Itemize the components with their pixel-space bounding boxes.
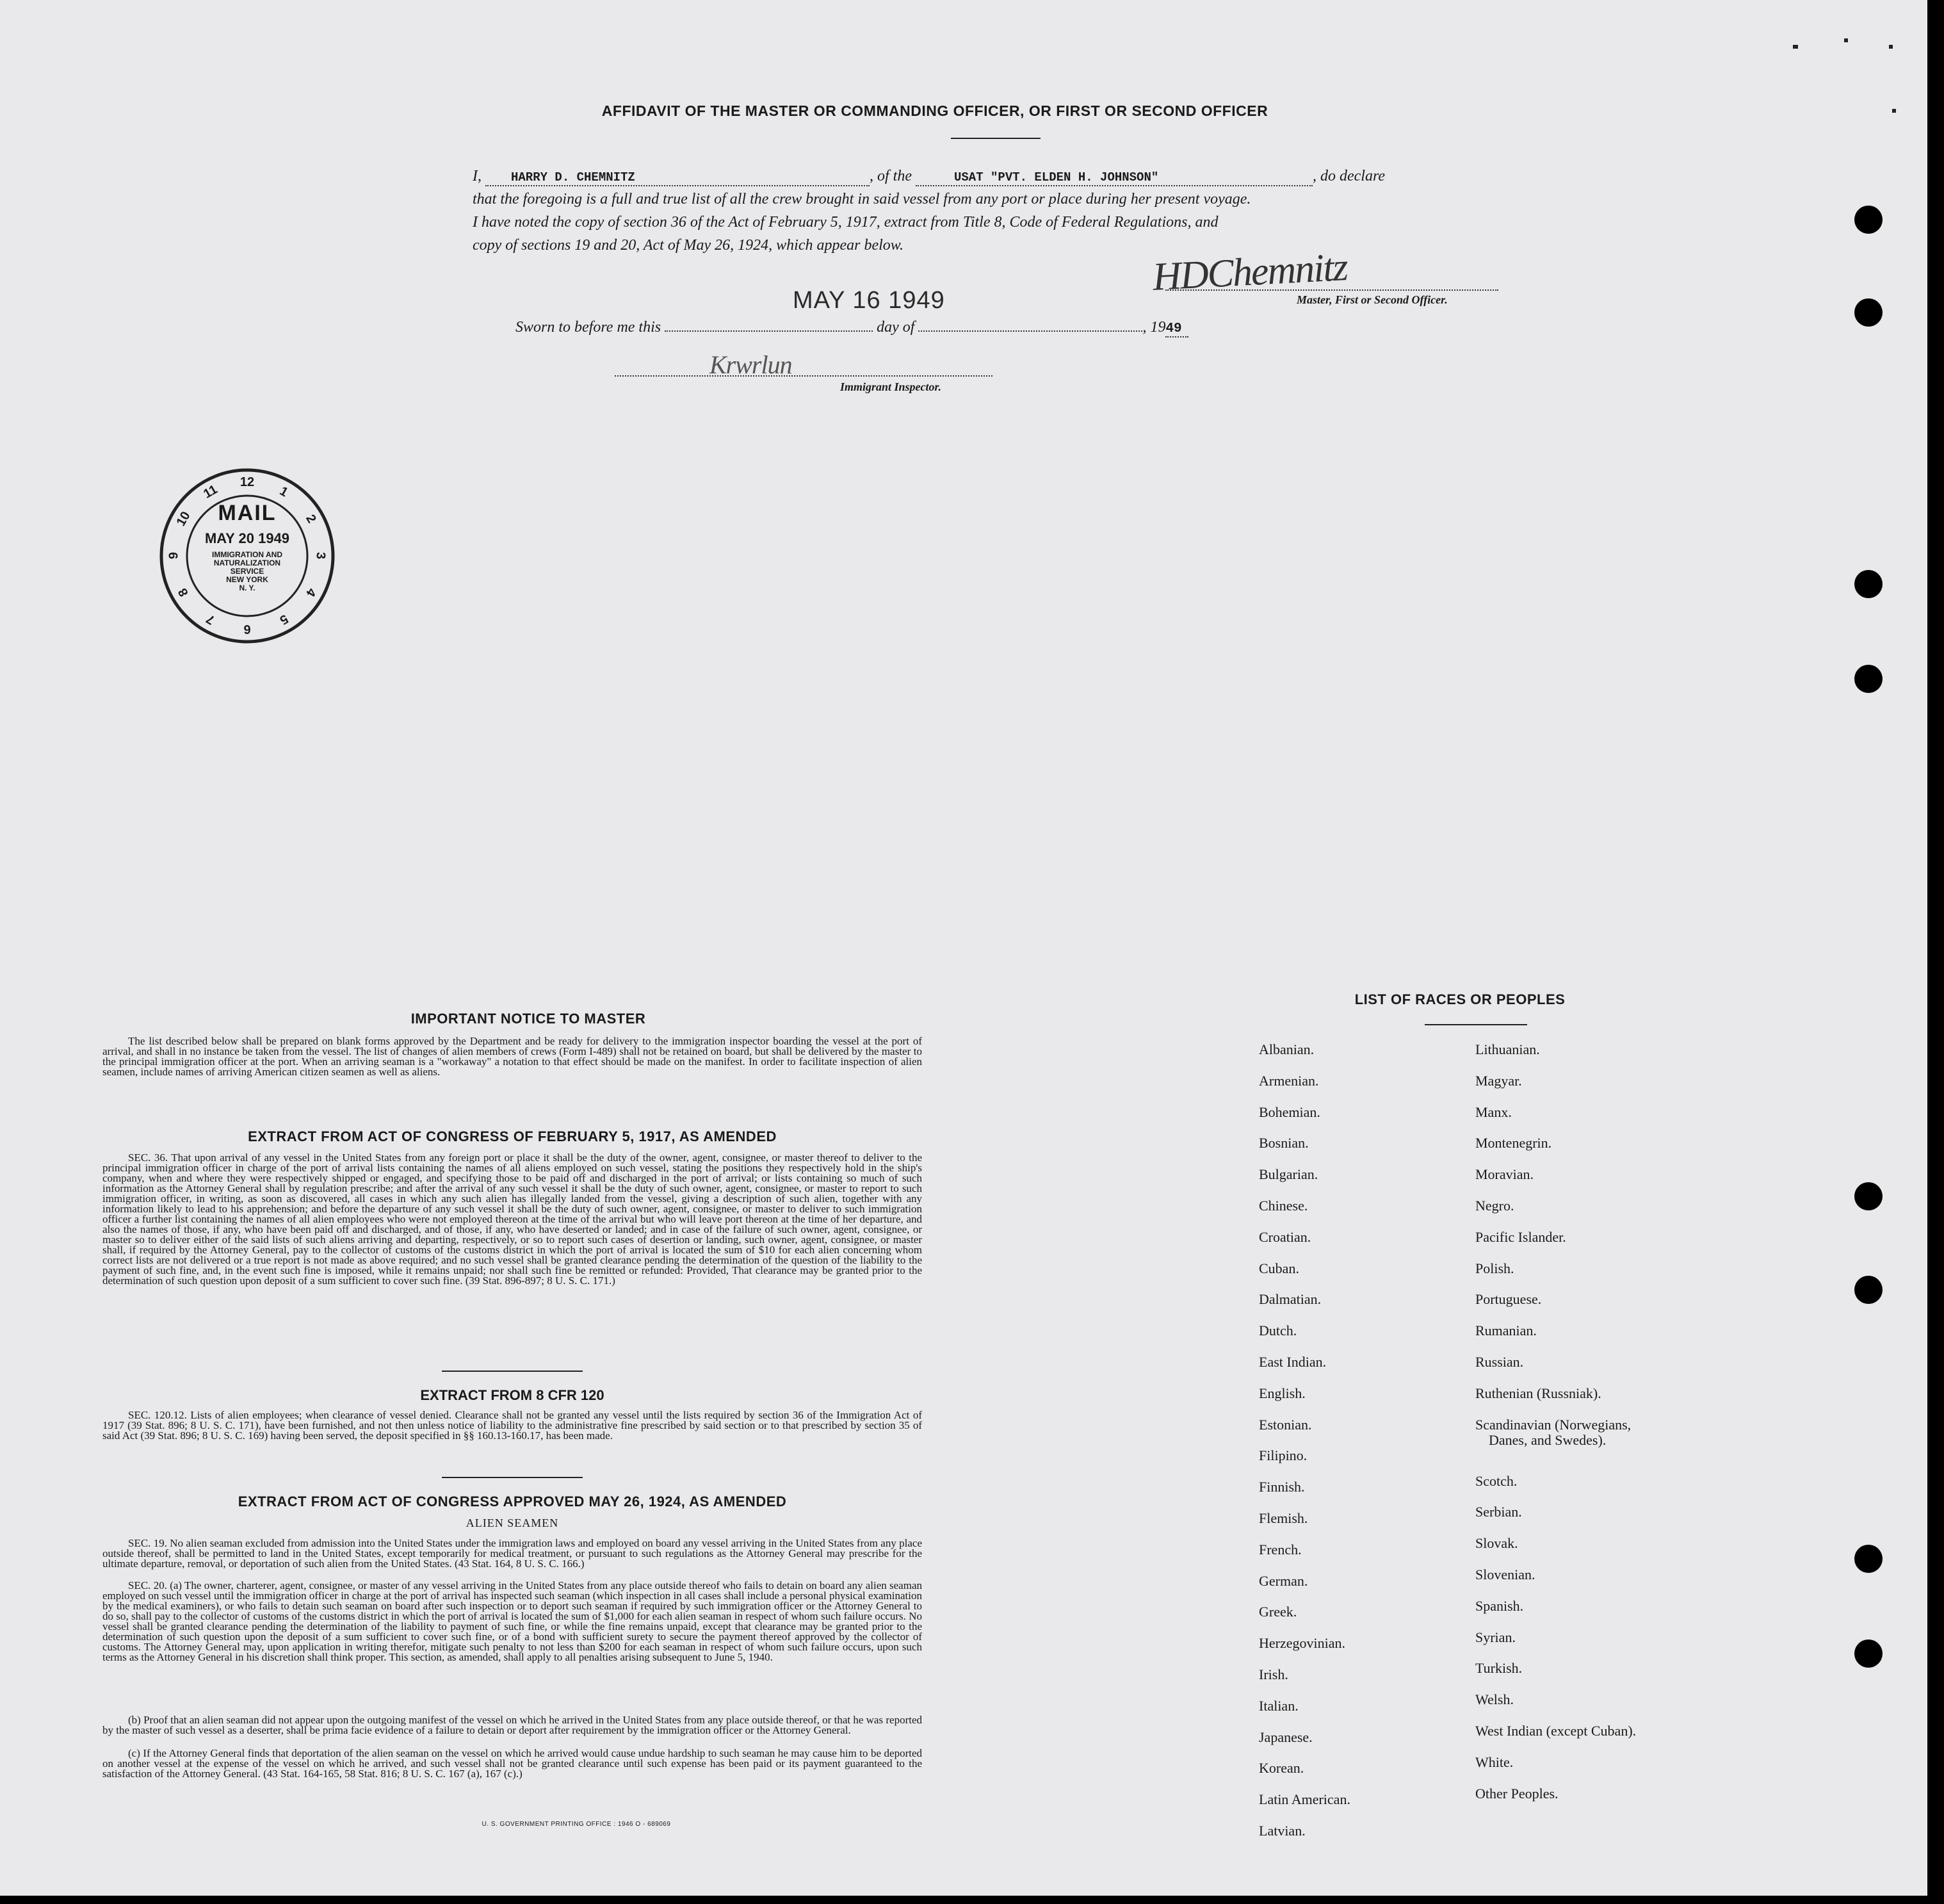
inspector-signature: Krwrlun (709, 350, 792, 379)
race-item: Japanese. (1259, 1729, 1313, 1745)
year-field (1165, 320, 1188, 338)
of-the-label: , of the (870, 168, 912, 184)
race-item: Bulgarian. (1259, 1166, 1318, 1183)
master-name: HARRY D. CHEMNITZ (511, 170, 635, 184)
race-item: Dalmatian. (1259, 1291, 1322, 1308)
race-item: Herzegovinian. (1259, 1635, 1345, 1652)
master-signature: HDChemnitz (1151, 245, 1349, 299)
race-item: Ruthenian (Russniak). (1475, 1385, 1601, 1401)
stamp-dial-number: 12 (239, 475, 255, 489)
punch-hole (1854, 298, 1883, 327)
race-item: Other Peoples. (1475, 1785, 1559, 1802)
stamp-dial-number: 9 (166, 551, 181, 560)
stamp-dial-number: 11 (201, 482, 220, 502)
stamp-dial-number: 1 (277, 484, 291, 500)
race-item: Greek. (1259, 1604, 1297, 1620)
race-item: Flemish. (1259, 1510, 1308, 1526)
race-item: Turkish. (1475, 1660, 1523, 1677)
stamp-dial-number: 3 (313, 551, 328, 560)
year-value: 49 (1165, 321, 1182, 336)
affidavit-line3: I have noted the copy of section 36 of the Act of February 5, 1917, extract from Title 8, Code of Federal Regulations, and (473, 214, 1219, 231)
speck (1844, 38, 1848, 42)
race-item: Spanish. (1475, 1597, 1524, 1614)
sworn-label: Sworn to before me this (515, 319, 661, 336)
race-item: Magyar. (1475, 1072, 1522, 1089)
stamp-line: N. Y. (239, 583, 255, 592)
stamp-agency (158, 551, 337, 592)
vessel-field (916, 168, 1313, 186)
races-title: LIST OF RACES OR PEOPLES (1354, 991, 1566, 1007)
extract1-title: EXTRACT FROM ACT OF CONGRESS OF FEBRUARY 5, 1917, AS AMENDED (248, 1128, 777, 1144)
stamp-dial-number: 4 (302, 585, 319, 599)
speck (1793, 45, 1798, 49)
extract3-p2: SEC. 20. (a) The owner, charterer, agent, consignee, or master of any vessel arriving in the United States from any place outside thereof who fails to detain on board any alien seaman employed on such vessel until the immigration officer in charge at the port of arrival has inspected such seaman (which inspection in all cases shall include a personal physical examination by the medical examiners), or who fails to detain such seaman on board after such inspection or to deport such seaman if required by such immigration officer or the Attorney General to do so, shall pay to the collector of customs of the customs district in which the port of arrival is located the sum of $1,000 for each alien seaman in respect of whom such failure occurs. No vessel shall be granted clearance pending the determination of the liability to payment of such fine, or while the fine remains unpaid, except that clearance may be granted prior to the determination of such question upon the deposit of a sum sufficient to cover such fine, or of a bond with sufficient surety to secure the payment thereof approved by the collector of customs. The Attorney General may, upon application in writing therefor, mitigate such penalty to not less than $200 for each seaman in respect of whom such failure occurs, upon such terms as the Attorney General in his discretion shall think proper. This section, as amended, shall apply to all penalties arising subsequent to June 5, 1940. (102, 1579, 922, 1663)
race-item: Albanian. (1259, 1041, 1315, 1057)
race-item: Bosnian. (1259, 1135, 1309, 1151)
extract3-p3: (b) Proof that an alien seaman did not appear upon the outgoing manifest of the vessel on which he arrived in the United States from any place outside thereof, or that he was reported by the master of such vessel as a deserter, shall be prima facie evidence of a failure to detain or deport after requirement by the immigration officer or the Attorney General. (102, 1714, 922, 1736)
race-item: White. (1475, 1753, 1514, 1770)
race-item: West Indian (except Cuban). (1475, 1723, 1637, 1739)
divider (951, 138, 1041, 139)
race-item: Dutch. (1259, 1322, 1297, 1339)
speck (1892, 109, 1896, 113)
speck (1889, 45, 1893, 49)
race-item: Filipino. (1259, 1447, 1308, 1464)
sworn-line (515, 319, 1284, 338)
race-item: Pacific Islander. (1475, 1228, 1566, 1245)
punch-hole (1854, 206, 1883, 234)
affidavit-intro: I, (473, 168, 482, 184)
printer-line: U. S. GOVERNMENT PRINTING OFFICE : 1946 O - 689069 (482, 1821, 671, 1828)
race-item: Lithuanian. (1475, 1041, 1540, 1057)
affidavit-line1 (473, 168, 1510, 186)
affidavit-line2: that the foregoing is a full and true list of all the crew brought in said vessel from any port or place during her present voyage. (473, 191, 1251, 207)
signature-line (1165, 289, 1498, 291)
race-item: Syrian. (1475, 1629, 1516, 1645)
race-item: Polish. (1475, 1260, 1514, 1276)
year-prefix: , 19 (1142, 319, 1166, 336)
punch-hole (1854, 1182, 1883, 1210)
race-item: Moravian. (1475, 1166, 1534, 1183)
extract2-title: EXTRACT FROM 8 CFR 120 (420, 1387, 604, 1403)
race-item: Bohemian. (1259, 1103, 1320, 1120)
divider (1425, 1024, 1527, 1025)
punch-hole (1854, 1545, 1883, 1573)
declare-label: , do declare (1313, 168, 1386, 184)
race-item: Scotch. (1475, 1472, 1518, 1489)
stamp-mail: MAIL (218, 501, 277, 525)
stamp-dial-number: 7 (204, 611, 218, 627)
race-item: Serbian. (1475, 1504, 1522, 1520)
race-item: Chinese. (1259, 1198, 1308, 1214)
race-item: Latin American. (1259, 1791, 1350, 1808)
race-item: Latvian. (1259, 1823, 1306, 1839)
race-item: Rumanian. (1475, 1322, 1537, 1339)
stamp-dial-number: 6 (243, 622, 251, 636)
punch-hole (1854, 570, 1883, 598)
punch-hole (1854, 1276, 1883, 1304)
affidavit-line4: copy of sections 19 and 20, Act of May 26, 1924, which appear below. (473, 237, 904, 254)
race-item: Slovenian. (1475, 1566, 1535, 1583)
race-item: Portuguese. (1475, 1291, 1542, 1308)
race-item: Russian. (1475, 1354, 1524, 1370)
race-item: Manx. (1475, 1103, 1512, 1120)
race-item: East Indian. (1259, 1354, 1327, 1370)
extract3-title: EXTRACT FROM ACT OF CONGRESS APPROVED MAY 26, 1924, AS AMENDED (238, 1493, 787, 1509)
mail-stamp (158, 466, 337, 646)
race-item: Welsh. (1475, 1691, 1514, 1708)
stamp-dial-number: 10 (174, 509, 193, 529)
notice-title: IMPORTANT NOTICE TO MASTER (410, 1011, 646, 1027)
stamp-dial-number: 5 (277, 611, 291, 627)
month-field (918, 330, 1142, 332)
race-item: Slovak. (1475, 1535, 1518, 1552)
race-item: English. (1259, 1385, 1306, 1401)
race-item: German. (1259, 1572, 1308, 1589)
race-item: Italian. (1259, 1697, 1299, 1714)
stamp-line: NATURALIZATION (213, 558, 281, 567)
race-item: Irish. (1259, 1666, 1288, 1682)
race-item: Danes, and Swedes). (1489, 1431, 1607, 1448)
race-item: Armenian. (1259, 1072, 1319, 1089)
race-item: Estonian. (1259, 1416, 1312, 1433)
extract3-p4: (c) If the Attorney General finds that deportation of the alien seaman on the vessel on which he arrived would cause undue hardship to such seaman he may cause him to be deported on another vessel at the expense of the vessel on which he arrived, and such vessel shall not be granted clearance until such expense has been paid or its payment guaranteed to the satisfaction of the Attorney General. (43 Stat. 164-165, 58 Stat. 816; 8 U. S. C. 167 (a), 167 (c).) (102, 1747, 922, 1780)
affidavit-title: AFFIDAVIT OF THE MASTER OR COMMANDING OFFICER, OR FIRST OR SECOND OFFICER (601, 102, 1268, 119)
extract1-body: SEC. 36. That upon arrival of any vessel in the United States from any foreign port or place it shall be the duty of the owner, agent, consignee, or master thereof to deliver to the principal immigration officer in charge of the port of arrival lists containing the names of all aliens employed on such vessel, stating the positions they respectively hold in the ship's company, when and where they were respectively shipped or engaged, and specifying those to be paid off and discharged in the port of arrival; or lists containing so much of such information as the Attorney General shall by regulation prescribe; and after the arrival of any such vessel it shall be the duty of such owner, agent, consignee, or master to report to such immigration officer, in writing, as soon as discovered, all cases in which any such alien has illegally landed from the vessel, giving a description of such alien, together with any information likely to lead to his apprehension; and before the departure of any such vessel it shall be the duty of such owner, agent, consignee, or master to deliver to such immigration officer a further list containing the names of all alien employees who were not employed thereon at the time of the arrival but who will leave port thereon at the time of her departure, and also the names of those, if any, who have been paid off and discharged, and of those, if any, who have deserted or landed; and in case of the failure of such owner, agent, consignee, or master so to deliver either of the said lists of such aliens arriving and departing, respectively, or so to report such cases of desertion or landing, such owner, agent, consignee, or master shall, if required by the Attorney General, pay to the collector of customs of the customs district in which the port of arrival is located the sum of $10 for each alien concerning whom correct lists are not delivered or a true report is not made as above required; and no such vessel shall be granted clearance pending the determination of the question of the liability to the payment of such fine, and, in the event such fine is imposed, while it remains unpaid; nor shall such fine be remitted or refunded: Provided, That clearance may be granted prior to the determination of such question upon deposit of a sum sufficient to cover such fine. (39 Stat. 896-897; 8 U. S. C. 171.) (102, 1151, 922, 1287)
inspector-line (615, 375, 992, 377)
race-item: French. (1259, 1541, 1302, 1558)
stamp-line: SERVICE (230, 567, 264, 576)
stamp-line: NEW YORK (226, 575, 268, 584)
day-field (665, 330, 873, 332)
extract3-p1: SEC. 19. No alien seaman excluded from admission into the United States under the immigration laws and employed on board any vessel arriving in the United States from any place outside thereof, shall be permitted to land in the United States, except temporarily for medical treatment, or pursuant to such regulations as the Attorney General may prescribe for the ultimate departure, removal, or deportation of such alien from the United States. (43 Stat. 164, 8 U. S. C. 166.) (102, 1537, 922, 1570)
stamp-dial-number: 8 (175, 585, 192, 599)
divider (442, 1477, 583, 1478)
vessel-name: USAT "PVT. ELDEN H. JOHNSON" (954, 170, 1159, 184)
race-item: Montenegrin. (1475, 1135, 1552, 1151)
divider (442, 1371, 583, 1372)
race-item: Finnish. (1259, 1479, 1305, 1495)
master-name-field (485, 168, 870, 186)
race-item: Negro. (1475, 1198, 1514, 1214)
extract3-subtitle: ALIEN SEAMEN (466, 1517, 559, 1529)
race-item: Scandinavian (Norwegians, (1475, 1416, 1632, 1433)
notice-body: The list described below shall be prepared on blank forms approved by the Department and be ready for delivery to the immigration inspector boarding the vessel at the port of arrival, and shall in no instance be taken from the vessel. The list of changes of alien members of crews (Form I-489) shall not be retained on board, but shall be delivered by the master to the principal immigration officer at the port. When an arriving seaman is a "workaway" a notation to that effect should be made on the manifest. In order to facilitate inspection of alien seamen, include names of arriving American citizen seamen as well as aliens. (102, 1035, 922, 1078)
extract2-body: SEC. 120.12. Lists of alien employees; when clearance of vessel denied. Clearance shall not be granted any vessel until the lists required by section 36 of the Immigration Act of 1917 (39 Stat. 896; 8 U. S. C. 171), have been furnished, and not then unless notice of liability to the administrative fine prescribed by said section or to that prescribed by section 35 of said Act (39 Stat. 896; 8 U. S. C. 169) having been served, the deposit specified in §§ 160.13-160.17, has been made. (102, 1409, 922, 1442)
race-item: Cuban. (1259, 1260, 1299, 1276)
stamp-date: MAY 20 1949 (204, 530, 290, 546)
stamp-dial-number: 2 (302, 512, 319, 526)
punch-hole (1854, 665, 1883, 693)
inspector-caption: Immigrant Inspector. (840, 380, 942, 393)
punch-hole (1854, 1640, 1883, 1668)
race-item: Croatian. (1259, 1228, 1311, 1245)
signature-caption: Master, First or Second Officer. (1297, 293, 1448, 306)
race-item: Korean. (1259, 1760, 1304, 1777)
day-of-label: day of (877, 319, 915, 336)
stamp-line: IMMIGRATION AND (212, 550, 282, 559)
date-stamp: MAY 16 1949 (793, 287, 945, 314)
